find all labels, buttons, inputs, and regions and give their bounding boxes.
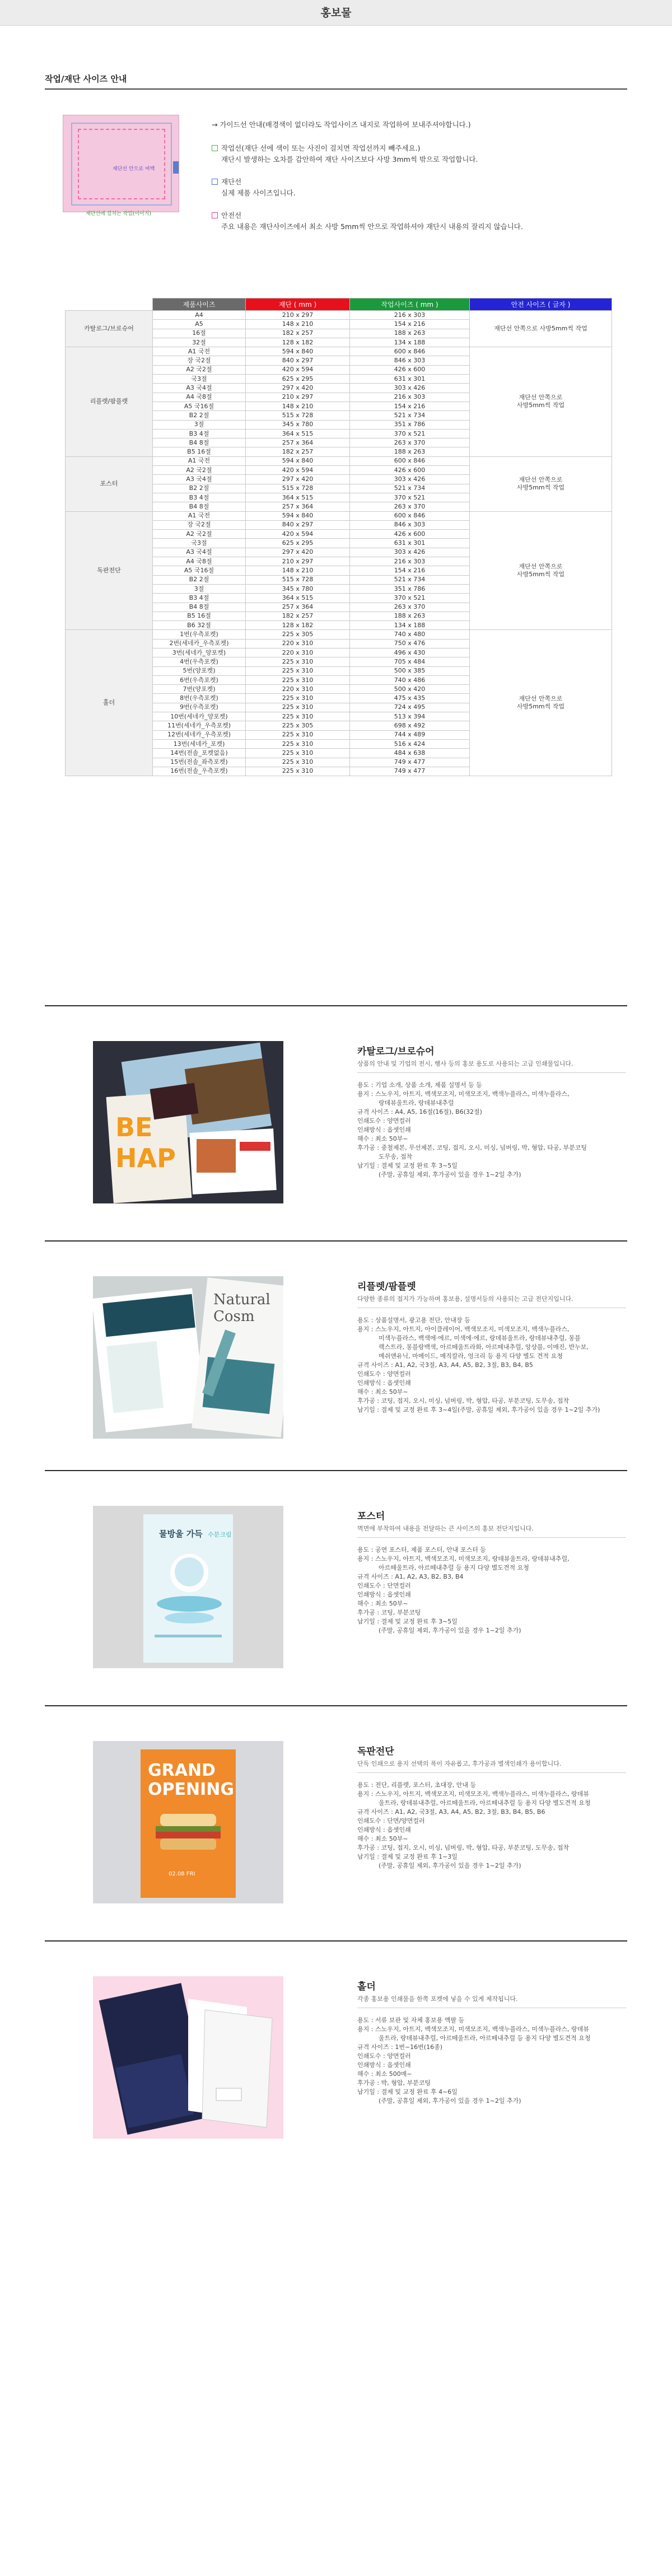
spec-line: 후가공 : 코팅, 부분코팅 <box>357 1609 421 1616</box>
work-size-cell: 600 x 846 <box>350 456 470 465</box>
safe-line-title: 안전선 <box>221 211 242 220</box>
product-size-cell: 6번(우측포켓) <box>153 675 246 684</box>
table-row <box>66 347 612 356</box>
product-size-cell: 장 국2절 <box>153 356 246 365</box>
product-size-cell: B4 8절 <box>153 502 246 511</box>
work-size-cell: 740 x 486 <box>350 675 470 684</box>
product-image <box>93 1506 283 1668</box>
work-size-cell: 370 x 521 <box>350 594 470 603</box>
bleed-marker <box>173 161 179 174</box>
svg-text:GRAND: GRAND <box>148 1761 216 1780</box>
work-size-cell: 749 x 477 <box>350 767 470 776</box>
cut-size-cell: 210 x 297 <box>246 557 350 566</box>
spec-line: (주말, 공휴일 제외, 후가공이 있을 경우 1~2일 추가) <box>379 2097 521 2104</box>
spec-line: 도무송, 접착 <box>379 1153 413 1160</box>
product-image <box>93 1041 283 1203</box>
cut-size-cell: 128 x 182 <box>246 338 350 347</box>
product-title: 홀더 <box>357 1981 376 1992</box>
cut-size-cell: 345 x 780 <box>246 420 350 429</box>
cut-size-cell: 345 x 780 <box>246 584 350 593</box>
cut-size-cell: 225 x 310 <box>246 712 350 721</box>
holder-photo-icon <box>93 2132 283 2139</box>
section-divider <box>45 88 627 90</box>
spec-line: 인쇄도수 : 단면/양면컬러 <box>357 1817 425 1824</box>
work-size-cell: 705 x 484 <box>350 657 470 666</box>
category-cell: 홀더 <box>66 630 153 776</box>
section-divider <box>45 1705 627 1706</box>
product-size-cell: 국3절 <box>153 539 246 548</box>
cut-size-cell: 148 x 210 <box>246 402 350 410</box>
safe-size-note: 재단선 안쪽으로 사방5mm씩 작업 <box>470 456 612 511</box>
cut-size-cell: 225 x 310 <box>246 666 350 675</box>
work-size-cell: 426 x 600 <box>350 466 470 475</box>
product-divider <box>357 1537 626 1538</box>
product-size-cell: 3절 <box>153 420 246 429</box>
product-size-cell: A5 <box>153 320 246 329</box>
work-size-cell: 154 x 216 <box>350 320 470 329</box>
spec-line: 용도 : 서류 보관 및 자체 홍보용 액팔 등 <box>357 2017 465 2024</box>
product-size-cell: 1번(우측포켓) <box>153 630 246 639</box>
work-size-cell: 263 x 370 <box>350 603 470 612</box>
header-blank <box>66 298 153 311</box>
spec-line: 후가공 : 코팅, 접지, 오시, 미싱, 넘버링, 박, 형압, 타공, 부분코팅, 도무송, 접착 <box>357 1397 570 1404</box>
work-size-cell: 749 x 477 <box>350 758 470 767</box>
cut-size-cell: 625 x 295 <box>246 375 350 384</box>
category-cell: 포스터 <box>66 456 153 511</box>
work-line-body: 재단시 발생하는 오차를 감안하여 재단 사이즈보다 사방 3mm씩 밖으로 작업합니다. <box>221 155 478 164</box>
product-specs <box>357 1316 626 1415</box>
work-size-cell: 513 x 394 <box>350 712 470 721</box>
spec-line: 납기일 : 결제 및 교정 완료 후 3~4일(주말, 공휴일 제외, 후가공이 있을 경우 1~2일 추가) <box>357 1406 600 1413</box>
page-header <box>0 0 672 26</box>
product-size-cell: 11번(세네카_우측포켓) <box>153 721 246 730</box>
spec-line: 해수 : 최소 50부~ <box>357 1600 408 1607</box>
spec-line: 인쇄도수 : 양면컬러 <box>357 1370 411 1378</box>
spec-line: 용지 : 스노우지, 아트지, 백색모조지, 미색모조지, 백색누플라스, 미색누플라스, 랑데뷰 <box>357 1790 589 1798</box>
product-title: 리플렛/팜플렛 <box>357 1281 416 1292</box>
cut-line-body: 실제 제품 사이즈입니다. <box>221 189 296 197</box>
cut-size-cell: 182 x 257 <box>246 447 350 456</box>
work-size-cell: 750 x 476 <box>350 639 470 648</box>
svg-text:HAP: HAP <box>115 1143 176 1173</box>
figure-bleed-label: 재단선에 걸치는 작업(이미지) <box>86 211 152 217</box>
table-row <box>66 311 612 320</box>
product-section <box>45 1470 627 1694</box>
safe-line <box>78 129 165 199</box>
spec-line: 인쇄도수 : 양면컬러 <box>357 1117 411 1124</box>
size-table-header <box>66 298 612 311</box>
page-title: 홍보물 <box>320 7 352 19</box>
product-specs <box>357 1081 626 1179</box>
spec-line: 울트라, 랑데뷰내추럴, 아르떼울트라, 아르떼내추럴 등 용지 다양 별도견적 요청 <box>379 1799 591 1807</box>
spec-line: 인쇄방식 : 옵셋인쇄 <box>357 1591 411 1598</box>
product-specs <box>357 2016 626 2106</box>
cut-size-cell: 225 x 305 <box>246 721 350 730</box>
svg-text:BE: BE <box>115 1112 153 1142</box>
product-size-cell: A3 국4절 <box>153 475 246 484</box>
cut-line-marker <box>212 179 218 185</box>
safe-size-note: 재단선 안쪽으로 사방5mm씩 작업 <box>470 311 612 347</box>
product-image <box>93 1741 283 1903</box>
cut-size-cell: 148 x 210 <box>246 320 350 329</box>
product-description: 다양한 종류의 접지가 가능하며 홍보용, 설명서등의 사용되는 고급 전단지입니다. <box>357 1295 573 1303</box>
work-size-cell: 188 x 263 <box>350 612 470 620</box>
section-divider <box>45 1005 627 1006</box>
product-size-cell: B2 2절 <box>153 411 246 420</box>
spec-line: 후가공 : 박, 형압, 부분코팅 <box>357 2079 431 2087</box>
work-size-cell: 600 x 846 <box>350 511 470 520</box>
guide-work-line <box>212 143 637 165</box>
spec-line: (주말, 공휴일 제외, 후가공이 있을 경우 1~2일 추가) <box>379 1627 521 1634</box>
poster-photo-icon <box>93 1529 283 1668</box>
product-size-cell: B6 32절 <box>153 621 246 630</box>
cut-size-cell: 210 x 297 <box>246 311 350 320</box>
work-size-cell: 351 x 786 <box>350 420 470 429</box>
cut-size-cell: 364 x 515 <box>246 429 350 438</box>
work-size-cell: 846 x 303 <box>350 356 470 365</box>
spec-line: 해수 : 최소 50부~ <box>357 1388 408 1396</box>
spec-line: 인쇄도수 : 양면컬러 <box>357 2052 411 2060</box>
work-size-cell: 521 x 734 <box>350 575 470 584</box>
spec-line: 울트라, 랑데뷰내추럴, 아르떼울트라, 아르떼내추럴 등 용지 다양 별도견적 요청 <box>379 2034 591 2042</box>
product-size-cell: A2 국2절 <box>153 530 246 539</box>
product-size-cell: B5 16절 <box>153 612 246 620</box>
spec-line: 납기일 : 결제 및 교정 완료 후 3~5일 <box>357 1162 458 1169</box>
product-size-cell: 7번(양포켓) <box>153 685 246 694</box>
cut-size-cell: 225 x 310 <box>246 694 350 703</box>
spec-line: 납기일 : 결제 및 교정 완료 후 1~3일 <box>357 1853 458 1860</box>
spec-line: 인쇄방식 : 옵셋인쇄 <box>357 1379 411 1387</box>
product-size-cell: 5번(양포켓) <box>153 666 246 675</box>
product-size-cell: 국3절 <box>153 375 246 384</box>
product-size-cell: 3번(세네카_양포켓) <box>153 648 246 657</box>
product-section <box>45 1005 627 1229</box>
cut-size-cell: 225 x 310 <box>246 657 350 666</box>
svg-text:OPENING: OPENING <box>148 1780 234 1799</box>
product-size-cell: B3 4절 <box>153 594 246 603</box>
svg-text:Natural: Natural <box>213 1291 270 1308</box>
section-divider <box>45 1240 627 1242</box>
cut-size-cell: 515 x 728 <box>246 484 350 493</box>
product-size-cell: B2 2절 <box>153 484 246 493</box>
cut-size-cell: 840 x 297 <box>246 520 350 529</box>
guide-intro: → 가이드선 안내(배경색이 없더라도 작업사이즈 내지로 작업하여 보내주셔야합니다.) <box>212 120 471 129</box>
cut-line-title: 재단선 <box>221 178 242 186</box>
cut-size-cell: 225 x 310 <box>246 739 350 748</box>
cut-size-cell: 515 x 728 <box>246 575 350 584</box>
guide-safe-line <box>212 210 637 232</box>
product-title: 카탈로그/브로슈어 <box>357 1046 435 1057</box>
product-size-cell: 9번(우측포켓) <box>153 703 246 712</box>
svg-text:Cosm: Cosm <box>213 1308 255 1325</box>
cut-size-cell: 594 x 840 <box>246 511 350 520</box>
product-size-cell: A4 <box>153 311 246 320</box>
product-size-cell: B4 8절 <box>153 438 246 447</box>
work-size-cell: 303 x 426 <box>350 475 470 484</box>
product-size-cell: 14번(전솔_포켓없음) <box>153 749 246 758</box>
product-size-cell: B3 4절 <box>153 429 246 438</box>
spec-line: 납기일 : 결제 및 교정 완료 후 3~5일 <box>357 1618 458 1625</box>
product-size-cell: 장 국2절 <box>153 520 246 529</box>
spec-line: 인쇄방식 : 옵셋인쇄 <box>357 1826 411 1833</box>
product-size-cell: A1 국전 <box>153 511 246 520</box>
spec-line: 규격 사이즈 : A1, A2, 국3절, A3, A4, A5, B2, 3절, B3, B4, B5, B6 <box>357 1808 545 1816</box>
product-size-cell: 13번(세네카_포켓) <box>153 739 246 748</box>
spec-line: 랙스트라, 몽블랑백색, 아르떼울트라화, 아르떼내추럴, 앙상블, 이매진, 반누보, <box>379 1343 589 1351</box>
spec-line: 후가공 : 중철제본, 무선제본, 코팅, 접지, 오시, 미싱, 넘버링, 박, 형압, 타공, 부분코팅 <box>357 1144 587 1151</box>
product-size-cell: A4 국8절 <box>153 557 246 566</box>
flyer-photo-icon <box>93 1761 283 1903</box>
spec-line: 용도 : 상품설명서, 광고용 전단, 안내장 등 <box>357 1317 470 1324</box>
cut-size-cell: 594 x 840 <box>246 456 350 465</box>
table-row <box>66 511 612 520</box>
work-size-cell: 216 x 303 <box>350 557 470 566</box>
work-size-cell: 846 x 303 <box>350 520 470 529</box>
work-size-cell: 370 x 521 <box>350 493 470 502</box>
product-description: 단독 인쇄으로 용지 선택의 폭이 자유롭고, 후가공과 별색인쇄가 용이합니다. <box>357 1760 562 1767</box>
spec-line: 미색누플라스, 백색에·에르, 미색에·에르, 랑데뷰울트라, 랑데뷰내추럴, 몽블 <box>379 1334 581 1342</box>
cut-size-cell: 128 x 182 <box>246 621 350 630</box>
cut-size-cell: 225 x 310 <box>246 730 350 739</box>
work-size-cell: 484 x 638 <box>350 749 470 758</box>
table-row <box>66 630 612 639</box>
spec-line: 규격 사이즈 : A1, A2, A3, B2, B3, B4 <box>357 1573 464 1580</box>
work-size-cell: 426 x 600 <box>350 365 470 374</box>
cut-size-cell: 257 x 364 <box>246 502 350 511</box>
product-size-cell: A3 국4절 <box>153 548 246 557</box>
cut-size-cell: 297 x 420 <box>246 475 350 484</box>
product-size-cell: 3절 <box>153 584 246 593</box>
cut-size-cell: 257 x 364 <box>246 603 350 612</box>
spec-line: (주말, 공휴일 제외, 후가공이 있을 경우 1~2일 추가) <box>379 1171 521 1178</box>
spec-line: 용지 : 스노우지, 아트지, 백색모조지, 미색모조지, 백색누플라스, 미색누플라스, <box>357 1090 570 1098</box>
cut-size-cell: 148 x 210 <box>246 566 350 575</box>
work-size-cell: 698 x 492 <box>350 721 470 730</box>
cut-size-cell: 182 x 257 <box>246 612 350 620</box>
work-size-cell: 500 x 385 <box>350 666 470 675</box>
category-cell: 카탈로그/브로슈어 <box>66 311 153 347</box>
product-specs <box>357 1546 626 1635</box>
product-image <box>93 1276 283 1439</box>
product-size-cell: B2 2절 <box>153 575 246 584</box>
work-size-cell: 521 x 734 <box>350 484 470 493</box>
product-size-cell: 16절 <box>153 329 246 338</box>
cut-size-cell: 225 x 310 <box>246 758 350 767</box>
product-size-cell: 32절 <box>153 338 246 347</box>
product-description: 벽면에 부착하여 내용을 전달하는 큰 사이즈의 홍보 전단지입니다. <box>357 1525 534 1532</box>
safe-size-note: 재단선 안쪽으로 사방5mm씩 작업 <box>470 347 612 457</box>
product-size-cell: A2 국2절 <box>153 365 246 374</box>
product-title: 독판전단 <box>357 1746 394 1757</box>
spec-line: 규격 사이즈 : A1, A2, 국3절, A3, A4, A5, B2, 3절, B3, B4, B5 <box>357 1361 533 1369</box>
guide-cut-line <box>212 176 637 199</box>
bleed-guide-figure <box>63 115 179 217</box>
cut-size-cell: 420 x 594 <box>246 466 350 475</box>
spec-line: 납기일 : 결제 및 교정 완료 후 4~6일 <box>357 2088 458 2096</box>
cut-size-cell: 364 x 515 <box>246 493 350 502</box>
spec-line: 용도 : 전단, 리플렛, 포스터, 초대장, 안내 등 <box>357 1781 477 1789</box>
product-divider <box>357 1772 626 1773</box>
safe-line-marker <box>212 212 218 218</box>
product-divider <box>357 1072 626 1073</box>
cut-size-cell: 182 x 257 <box>246 329 350 338</box>
spec-line: 용지 : 스노우지, 아트지, 백색모조지, 미색모조지, 랑데뷰울트라, 랑데뷰내추럴, <box>357 1555 570 1562</box>
cut-size-cell: 515 x 728 <box>246 411 350 420</box>
product-size-cell: A5 국16절 <box>153 402 246 410</box>
work-size-cell: 500 x 420 <box>350 685 470 694</box>
product-size-cell: 12번(세네카_우측포켓) <box>153 730 246 739</box>
work-size-cell: 134 x 188 <box>350 621 470 630</box>
product-size-cell: B5 16절 <box>153 447 246 456</box>
work-size-cell: 496 x 430 <box>350 648 470 657</box>
spec-line: 랑데뷰울트라, 랑데뷰내추럴 <box>379 1099 454 1107</box>
cut-size-cell: 225 x 305 <box>246 630 350 639</box>
category-cell: 독판전단 <box>66 511 153 630</box>
figure-cut-label: 재단선 안으로 여백 <box>113 166 155 172</box>
work-size-cell: 216 x 303 <box>350 393 470 402</box>
spec-line: 인쇄방식 : 옵셋인쇄 <box>357 2061 411 2069</box>
cut-size-cell: 220 x 310 <box>246 639 350 648</box>
cut-size-cell: 225 x 310 <box>246 703 350 712</box>
work-size-cell: 631 x 301 <box>350 375 470 384</box>
section-divider <box>45 1940 627 1942</box>
product-section <box>45 1240 627 1464</box>
work-size-cell: 744 x 489 <box>350 730 470 739</box>
cut-size-cell: 210 x 297 <box>246 393 350 402</box>
work-size-cell: 426 x 600 <box>350 530 470 539</box>
spec-line: 용도 : 공연 포스터, 제품 포스터, 안내 포스터 등 <box>357 1546 486 1553</box>
work-size-cell: 475 x 435 <box>350 694 470 703</box>
product-size-cell: B4 8절 <box>153 603 246 612</box>
product-size-cell: 10번(세네카_양포켓) <box>153 712 246 721</box>
work-size-cell: 188 x 263 <box>350 447 470 456</box>
product-size-cell: A5 국16절 <box>153 566 246 575</box>
cut-size-cell: 225 x 310 <box>246 749 350 758</box>
category-cell: 리플렛/팜플렛 <box>66 347 153 457</box>
table-row <box>66 456 612 465</box>
product-description: 각종 홍보용 인쇄물을 한쪽 포켓에 넣을 수 있게 제작됩니다. <box>357 1995 518 2003</box>
header-work-size: 작업사이즈 ( mm ) <box>350 298 470 311</box>
work-size-cell: 351 x 786 <box>350 584 470 593</box>
work-line-marker <box>212 145 218 151</box>
spec-line: 용지 : 스노우지, 아트지, 아이클레이어, 백색모조지, 미색모조지, 백색누플라스, <box>357 1326 570 1333</box>
spec-line: 후가공 : 코팅, 접지, 오시, 미싱, 넘버링, 박, 형압, 타공, 부분코팅, 도무송, 접착 <box>357 1844 570 1851</box>
svg-text:물방울 가득: 물방울 가득 <box>159 1529 203 1539</box>
product-section <box>45 1940 627 2164</box>
work-size-cell: 216 x 303 <box>350 311 470 320</box>
svg-text:수분크림: 수분크림 <box>208 1531 232 1538</box>
product-image <box>93 1976 283 2139</box>
product-size-cell: A4 국8절 <box>153 393 246 402</box>
work-size-cell: 600 x 846 <box>350 347 470 356</box>
product-size-cell: A1 국전 <box>153 347 246 356</box>
cut-size-cell: 420 x 594 <box>246 365 350 374</box>
cut-size-cell: 364 x 515 <box>246 594 350 603</box>
work-size-cell: 154 x 216 <box>350 402 470 410</box>
cut-size-cell: 220 x 310 <box>246 685 350 694</box>
work-size-cell: 303 x 426 <box>350 384 470 393</box>
work-size-cell: 370 x 521 <box>350 429 470 438</box>
spec-line: 인쇄도수 : 단면컬러 <box>357 1582 411 1589</box>
spec-line: (주말, 공휴일 제외, 후가공이 있을 경우 1~2일 추가) <box>379 1862 521 1869</box>
header-product-size: 제품사이즈 <box>153 298 246 311</box>
work-line-title: 작업선(재단 선에 색이 또는 사진이 걸치면 작업선까지 빼주세요.) <box>221 144 421 152</box>
spec-line: 용지 : 스노우지, 아트지, 백색모조지, 미색모조지, 백색누플라스, 미색누플라스, 랑데뷰 <box>357 2026 589 2033</box>
cut-size-cell: 420 x 594 <box>246 530 350 539</box>
svg-text:02.08 FRI: 02.08 FRI <box>169 1871 195 1877</box>
cut-size-cell: 840 x 297 <box>246 356 350 365</box>
work-size-cell: 134 x 188 <box>350 338 470 347</box>
work-size-cell: 724 x 495 <box>350 703 470 712</box>
cut-size-cell: 225 x 310 <box>246 767 350 776</box>
product-title: 포스터 <box>357 1511 385 1522</box>
spec-line: 규격 사이즈 : A4, A5, 16절(16절), B6(32절) <box>357 1108 482 1116</box>
spec-line: 용도 : 기업 소개, 상품 소개, 제품 설명서 등 등 <box>357 1081 482 1089</box>
product-size-cell: 8번(우측포켓) <box>153 694 246 703</box>
product-size-cell: B3 4절 <box>153 493 246 502</box>
work-size-cell: 154 x 216 <box>350 566 470 575</box>
leaflet-photo-icon <box>93 1291 283 1439</box>
spec-line: 메쉬앤유닉, 마메이드, 매직칼라, 엉크리 등 용지 다양 별도 견적 요청 <box>379 1352 563 1360</box>
safe-line-body: 주요 내용은 재단사이즈에서 최소 사방 5mm씩 안으로 작업하셔야 재단시 내용의 잘리지 않습니다. <box>221 222 523 231</box>
product-size-cell: 4번(우측포켓) <box>153 657 246 666</box>
work-size-cell: 631 x 301 <box>350 539 470 548</box>
product-size-cell: 16번(전솔_우측포켓) <box>153 767 246 776</box>
work-size-cell: 516 x 424 <box>350 739 470 748</box>
cut-size-cell: 297 x 420 <box>246 384 350 393</box>
work-size-cell: 521 x 734 <box>350 411 470 420</box>
cut-size-cell: 220 x 310 <box>246 648 350 657</box>
spec-line: 인쇄방식 : 옵셋인쇄 <box>357 1126 411 1133</box>
cut-size-cell: 257 x 364 <box>246 438 350 447</box>
product-description: 상품의 안내 및 기업의 전시, 행사 등의 홍보 용도로 사용되는 고급 인쇄물입니다. <box>357 1060 573 1067</box>
spec-line: 해수 : 최소 50부~ <box>357 1135 408 1142</box>
section-title: 작업/재단 사이즈 안내 <box>45 74 127 84</box>
work-size-cell: 303 x 426 <box>350 548 470 557</box>
product-size-cell: A3 국4절 <box>153 384 246 393</box>
product-size-cell: A2 국2절 <box>153 466 246 475</box>
header-cut-size: 재단 ( mm ) <box>246 298 350 311</box>
cut-size-cell: 625 x 295 <box>246 539 350 548</box>
cut-size-cell: 297 x 420 <box>246 548 350 557</box>
product-specs <box>357 1781 626 1870</box>
work-size-cell: 188 x 263 <box>350 329 470 338</box>
size-table <box>65 298 612 776</box>
spec-line: 해수 : 최소 500매~ <box>357 2070 412 2078</box>
product-section <box>45 1705 627 1929</box>
safe-size-note: 재단선 안쪽으로 사방5mm씩 작업 <box>470 511 612 630</box>
product-size-cell: 15번(전솔_좌측포켓) <box>153 758 246 767</box>
header-safe-size: 안전 사이즈 ( 글자 ) <box>470 298 612 311</box>
product-size-cell: 2번(세네카_우측포켓) <box>153 639 246 648</box>
spec-line: 아르떼울트라, 아르떼내추럴 등 용지 다양 별도견적 요청 <box>379 1564 529 1571</box>
work-size-cell: 263 x 370 <box>350 502 470 511</box>
work-size-cell: 263 x 370 <box>350 438 470 447</box>
spec-line: 해수 : 최소 50부~ <box>357 1835 408 1842</box>
section-divider <box>45 1470 627 1471</box>
cut-size-cell: 594 x 840 <box>246 347 350 356</box>
product-size-cell: A1 국전 <box>153 456 246 465</box>
catalog-photo-icon <box>93 1112 283 1203</box>
work-size-cell: 740 x 480 <box>350 630 470 639</box>
spec-line: 규격 사이즈 : 1번~16번(16종) <box>357 2043 442 2051</box>
cut-size-cell: 225 x 310 <box>246 675 350 684</box>
safe-size-note: 재단선 안쪽으로 사방5mm씩 작업 <box>470 630 612 776</box>
